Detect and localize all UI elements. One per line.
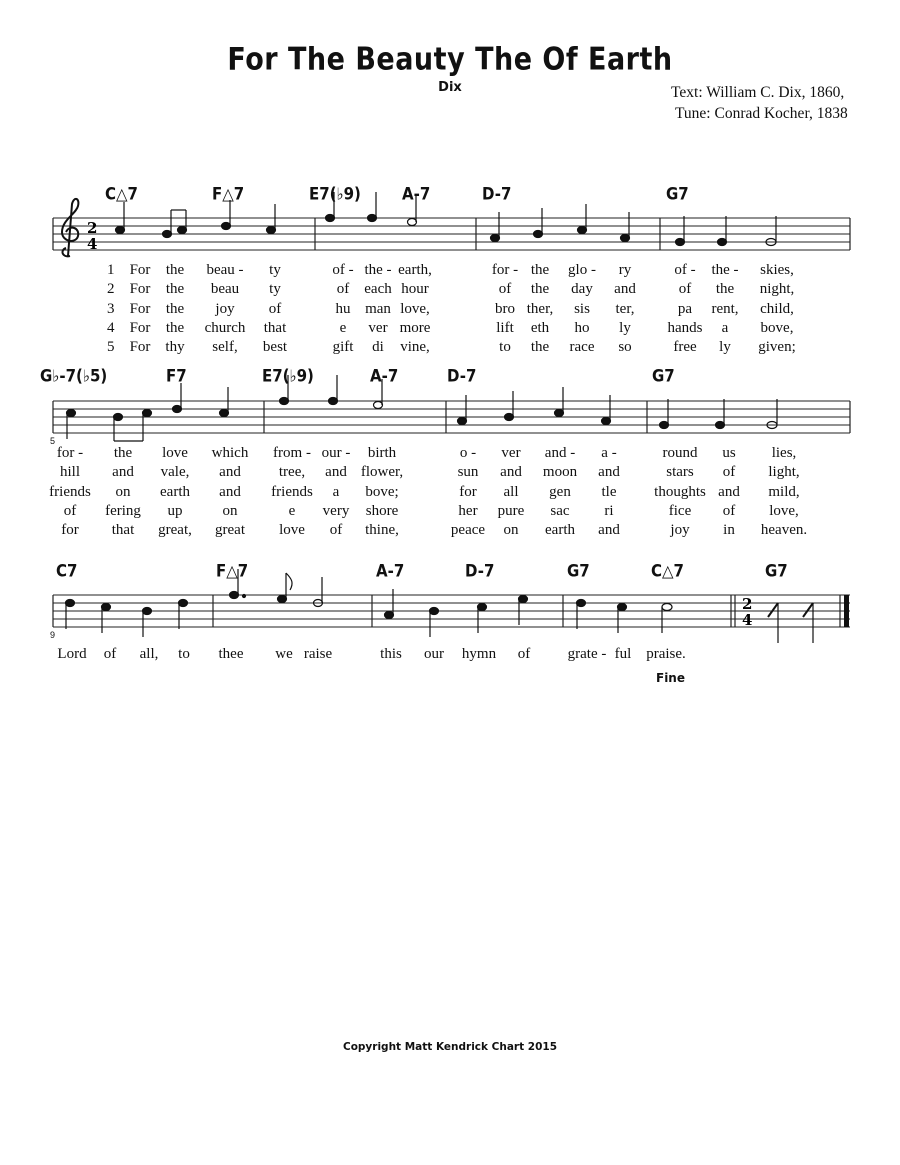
lyric-syllable: birth: [367, 445, 397, 461]
lyric-syllable: which: [211, 445, 249, 461]
lyric-syllable: sis: [574, 300, 590, 317]
lyric-syllable: ter,: [615, 300, 635, 317]
lyric-syllable: of: [722, 464, 736, 481]
lyric-syllable: light,: [768, 464, 800, 481]
lyric-syllable: night,: [759, 281, 795, 298]
lyric-syllable: bove,: [760, 319, 794, 336]
lyric-syllable: the -: [711, 262, 739, 278]
lyric-syllable: raise: [303, 646, 333, 662]
lyric-syllable: heaven.: [760, 522, 808, 539]
lyric-syllable: church: [204, 319, 246, 336]
lyric-syllable: of: [517, 646, 531, 662]
chord-symbol: D-7: [447, 366, 477, 386]
lyric-syllable: ther,: [526, 300, 554, 317]
lyric-syllable: hour: [401, 281, 429, 298]
measure-number: 9: [50, 630, 56, 640]
lyric-syllable: of: [103, 646, 117, 662]
chord-symbol: E7(♭9): [309, 184, 361, 204]
lyric-syllable: great,: [158, 522, 192, 539]
lyric-syllable: For: [129, 300, 151, 317]
lyric-syllable: tle: [601, 483, 617, 500]
lyric-syllable: beau: [210, 281, 240, 298]
fine-marking: Fine: [656, 671, 685, 685]
lyric-syllable: that: [111, 522, 135, 539]
lyric-syllable: of -: [332, 262, 354, 278]
measure-number: 5: [50, 436, 56, 446]
lyric-syllable: joy: [670, 522, 690, 539]
lyric-syllable: of -: [674, 262, 696, 278]
lyric-syllable: For: [129, 262, 151, 278]
lyric-syllable: of: [268, 300, 282, 317]
verse-number: 3: [107, 300, 115, 317]
lyric-syllable: best: [262, 339, 288, 356]
lyric-syllable: For: [129, 319, 151, 336]
lyric-syllable: ly: [719, 339, 731, 356]
lyric-syllable: and: [718, 483, 740, 500]
lyric-syllable: race: [569, 339, 595, 356]
lyric-syllable: sun: [457, 464, 479, 481]
lyric-syllable: in: [723, 522, 735, 539]
lyric-syllable: tree,: [278, 464, 306, 481]
chord-symbol: D-7: [465, 561, 495, 581]
lyric-syllable: child,: [760, 300, 794, 317]
time-signature-top: 2: [742, 595, 753, 613]
lyric-syllable: given;: [758, 339, 796, 356]
lyric-syllable: earth,: [398, 262, 432, 278]
time-signature-bottom: 4: [742, 611, 753, 629]
verse-number: 1: [107, 262, 115, 278]
lyric-syllable: for -: [491, 262, 519, 278]
lyric-syllable: bro: [495, 300, 515, 317]
lyric-syllable: and: [219, 464, 241, 481]
lyric-syllable: and: [614, 281, 636, 298]
lyric-syllable: from -: [273, 445, 311, 461]
lyric-syllable: a -: [601, 445, 617, 461]
lyric-syllable: her: [458, 502, 478, 519]
chord-symbol: E7(♭9): [262, 366, 314, 386]
tune-credit: Tune: Conrad Kocher, 1838: [675, 105, 848, 122]
chord-symbol: G7: [652, 366, 675, 386]
lyric-syllable: of: [678, 281, 692, 298]
time-signature-top: 2: [87, 219, 98, 237]
lyric-syllable: of: [722, 502, 736, 519]
score-title: For The Beauty The Of Earth: [227, 41, 673, 78]
lyric-syllable: friends: [271, 483, 313, 500]
lyric-syllable: ry: [618, 262, 632, 278]
lyric-syllable: grate -: [567, 646, 607, 662]
lyric-syllable: friends: [49, 483, 91, 500]
copyright-notice: Copyright Matt Kendrick Chart 2015: [343, 1041, 557, 1053]
time-signature-bottom: 4: [87, 235, 98, 253]
lyric-syllable: for: [459, 483, 477, 500]
lyric-syllable: and: [598, 464, 620, 481]
lyric-syllable: love: [162, 445, 188, 461]
lyric-syllable: vale,: [160, 464, 190, 481]
lyric-syllable: and: [325, 464, 347, 481]
chord-symbol: F7: [166, 366, 187, 386]
lyric-syllable: the: [530, 262, 550, 278]
chord-symbol: G7: [567, 561, 590, 581]
lyric-syllable: thee: [218, 646, 244, 662]
verse-number: 2: [107, 281, 115, 298]
lyric-syllable: and: [112, 464, 134, 481]
lyric-syllable: each: [364, 281, 392, 298]
chord-symbol: F△7: [216, 561, 249, 581]
lyric-syllable: free: [673, 339, 697, 356]
lyric-syllable: a: [721, 319, 729, 336]
lyric-syllable: the: [530, 339, 550, 356]
lyric-syllable: round: [662, 445, 698, 461]
lyric-syllable: beau -: [206, 262, 244, 278]
lyric-syllable: all: [503, 483, 519, 500]
lyric-syllable: very: [322, 502, 350, 519]
lyric-syllable: flower,: [360, 464, 404, 481]
lyric-syllable: glo -: [568, 262, 596, 278]
lyric-syllable: hands: [667, 319, 703, 336]
lyric-syllable: skies,: [760, 262, 794, 278]
lyric-syllable: peace: [450, 522, 486, 539]
verse-number: 4: [107, 319, 115, 336]
lyric-syllable: hu: [335, 300, 351, 317]
chord-symbol: A-7: [376, 561, 405, 581]
lyric-syllable: ty: [269, 281, 281, 298]
lyric-syllable: o -: [459, 445, 477, 461]
lyric-syllable: gen: [549, 483, 571, 500]
lyric-syllable: on: [503, 522, 519, 539]
lyric-syllable: ho: [574, 319, 590, 336]
lyric-syllable: for: [61, 522, 79, 539]
lyric-syllable: the: [165, 281, 185, 298]
lyric-syllable: and: [219, 483, 241, 500]
lyric-syllable: of: [329, 522, 343, 539]
lyric-syllable: day: [571, 281, 593, 298]
chord-symbol: A-7: [370, 366, 399, 386]
lyric-syllable: the: [165, 262, 185, 278]
lyric-syllable: hymn: [461, 646, 497, 662]
lyric-syllable: a: [332, 483, 340, 500]
lyric-syllable: and: [598, 522, 620, 539]
lyric-syllable: e: [288, 502, 296, 519]
lyric-syllable: to: [499, 339, 511, 356]
lyric-syllable: up: [167, 502, 183, 519]
lyric-syllable: thoughts: [654, 483, 706, 500]
lyric-syllable: the: [530, 281, 550, 298]
lyric-syllable: on: [222, 502, 238, 519]
lyric-syllable: For: [129, 339, 151, 356]
chord-symbol: C△7: [105, 184, 138, 204]
lyric-syllable: Lord: [57, 646, 87, 662]
lyric-syllable: moon: [542, 464, 578, 481]
lyric-syllable: the: [113, 445, 133, 461]
lyric-syllable: gift: [332, 339, 354, 356]
tune-name: Dix: [438, 80, 462, 95]
lyric-syllable: ver: [501, 445, 521, 461]
lyric-syllable: ver: [368, 319, 388, 336]
chord-symbol: G7: [765, 561, 788, 581]
lyric-syllable: self,: [212, 339, 238, 356]
lyric-syllable: earth: [160, 483, 190, 500]
lyric-syllable: earth: [545, 522, 575, 539]
lyric-syllable: pure: [497, 502, 525, 519]
lyric-syllable: the: [715, 281, 735, 298]
lyric-syllable: the -: [364, 262, 392, 278]
chord-symbol: A-7: [402, 184, 431, 204]
chord-symbol: C7: [56, 561, 78, 581]
lyric-syllable: more: [399, 319, 431, 336]
lyric-syllable: shore: [365, 502, 399, 519]
lyric-syllable: ful: [614, 646, 632, 662]
lyric-syllable: us: [722, 445, 736, 461]
chord-symbol: F△7: [212, 184, 245, 204]
lyric-syllable: all,: [139, 646, 159, 662]
lyric-syllable: on: [115, 483, 131, 500]
lyric-syllable: great: [215, 522, 245, 539]
lyric-syllable: of: [498, 281, 512, 298]
chord-symbol: D-7: [482, 184, 512, 204]
lyric-syllable: vine,: [400, 339, 430, 356]
lyric-syllable: for -: [56, 445, 84, 461]
lyric-syllable: to: [178, 646, 190, 662]
lyric-syllable: e: [339, 319, 347, 336]
lyric-syllable: eth: [530, 319, 550, 336]
lyric-syllable: bove;: [365, 483, 399, 500]
lyric-syllable: so: [618, 339, 632, 356]
lyric-syllable: ly: [619, 319, 631, 336]
chord-symbol: G♭-7(♭5): [40, 366, 108, 386]
lyric-syllable: stars: [666, 464, 694, 481]
lyric-syllable: the: [165, 300, 185, 317]
chord-symbol: C△7: [651, 561, 684, 581]
lyric-syllable: and: [500, 464, 522, 481]
lyric-syllable: thine,: [365, 522, 399, 539]
lyric-syllable: For: [129, 281, 151, 298]
lyric-syllable: hill: [59, 464, 81, 481]
lyric-syllable: ri: [604, 502, 614, 519]
lyric-syllable: our -: [321, 445, 351, 461]
lyric-syllable: we: [275, 646, 293, 662]
lyric-syllable: our: [424, 646, 444, 662]
lyric-syllable: rent,: [711, 300, 739, 317]
lyric-syllable: that: [263, 319, 287, 336]
lyric-syllable: of: [336, 281, 350, 298]
lyric-syllable: joy: [215, 300, 235, 317]
chord-symbol: G7: [666, 184, 689, 204]
verse-number: 5: [107, 339, 115, 356]
lyric-syllable: thy: [165, 339, 185, 356]
lyric-syllable: man: [365, 300, 391, 317]
lyric-syllable: mild,: [768, 483, 800, 500]
text-credit: Text: William C. Dix, 1860,: [671, 84, 845, 101]
lyric-syllable: di: [372, 339, 384, 356]
lyric-syllable: and -: [544, 445, 576, 461]
lyric-syllable: love,: [769, 502, 799, 519]
lyric-syllable: love,: [400, 300, 430, 317]
lyric-syllable: fering: [105, 502, 141, 519]
lyric-syllable: lift: [496, 319, 514, 336]
lyric-syllable: ty: [269, 262, 281, 278]
lyric-syllable: praise.: [646, 646, 686, 662]
lyric-syllable: the: [165, 319, 185, 336]
lyric-syllable: fice: [668, 502, 692, 519]
lyric-syllable: love: [279, 522, 305, 539]
lyric-syllable: sac: [550, 502, 570, 519]
lyric-syllable: of: [63, 502, 77, 519]
lyric-syllable: pa: [677, 300, 693, 317]
lyric-syllable: lies,: [771, 445, 797, 461]
lyric-syllable: this: [380, 646, 402, 662]
